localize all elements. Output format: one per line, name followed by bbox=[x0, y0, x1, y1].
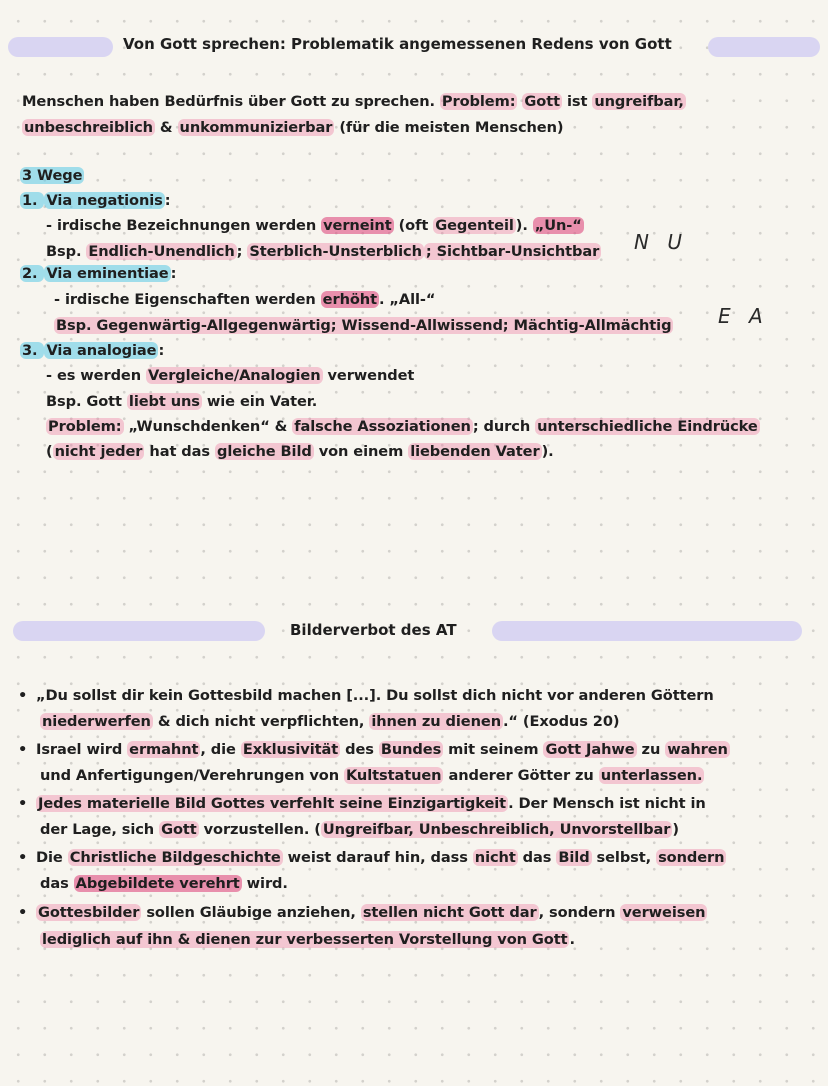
bullet-4-line-2: das Abgebildete verehrt wird. bbox=[40, 875, 288, 892]
bullet-dot: • bbox=[18, 687, 28, 704]
intro-line-1: Menschen haben Bedürfnis über Gott zu sprechen. Problem: Gott ist ungreifbar, bbox=[22, 93, 684, 110]
header2-pill-right bbox=[492, 621, 802, 641]
way-1-example: Bsp. Endlich-Unendlich ; Sterblich-Unsterblich ; Sichtbar-Unsichtbar bbox=[46, 243, 600, 260]
bullet-dot: • bbox=[18, 904, 28, 921]
header2-pill-left bbox=[13, 621, 265, 641]
way-3-problem: Problem: „Wunschdenken“ & falsche Assoziationen ; durch unterschiedliche Eindrücke bbox=[48, 418, 758, 435]
bullet-4-line-1: • Die Christliche Bildgeschichte weist darauf hin, dass nicht das Bild selbst, sondern bbox=[18, 845, 726, 871]
way-3-heading: 3. Via analogiae : bbox=[22, 342, 165, 359]
bullet-3-line-2: der Lage, sich Gott vorzustellen. ( Ungreifbar, Unbeschreiblich, Unvorstellbar ) bbox=[40, 821, 679, 838]
way-3-problem-cont: ( nicht jeder hat das gleiche Bild von einem liebenden Vater ). bbox=[46, 443, 554, 460]
bullet-1-line-2: niederwerfen & dich nicht verpflichten, ihnen zu dienen .“ (Exodus 20) bbox=[42, 713, 620, 730]
way-2-heading: 2. Via eminentiae : bbox=[22, 265, 177, 282]
bullet-3-line-1: • Jedes materielle Bild Gottes verfehlt seine Einzigartigkeit . Der Mensch ist nicht in bbox=[18, 791, 706, 817]
intro-line-2: unbeschreiblich & unkommunizierbar (für die meisten Menschen) bbox=[24, 119, 564, 136]
handwritten-note-nu: N U bbox=[634, 230, 688, 254]
way-2-example: Bsp. Gegenwärtig-Allgegenwärtig; Wissend-Allwissend; Mächtig-Allmächtig bbox=[56, 317, 672, 334]
bullet-5-line-1: • Gottesbilder sollen Gläubige anziehen, stellen nicht Gott dar , sondern verweisen bbox=[18, 900, 707, 926]
way-3-example: Bsp. Gott liebt uns wie ein Vater. bbox=[46, 393, 318, 410]
way-1-line: - irdische Bezeichnungen werden verneint (oft Gegenteil ). „Un-“ bbox=[46, 217, 582, 234]
bullet-dot: • bbox=[18, 849, 28, 866]
bullet-5-line-2: lediglich auf ihn & dienen zur verbesserten Vorstellung von Gott . bbox=[42, 931, 575, 948]
way-3-line: - es werden Vergleiche/Analogien verwendet bbox=[46, 367, 415, 384]
section-title: Von Gott sprechen: Problematik angemessenen Redens von Gott bbox=[123, 35, 672, 53]
bullet-2-line-1: • Israel wird ermahnt , die Exklusivität des Bundes mit seinem Gott Jahwe zu wahren bbox=[18, 737, 730, 763]
way-2-line: - irdische Eigenschaften werden erhöht . „All-“ bbox=[54, 291, 436, 308]
bullet-dot: • bbox=[18, 795, 28, 812]
bullet-1-line-1: • „Du sollst dir kein Gottesbild machen [...]. Du sollst dich nicht vor anderen Göttern bbox=[18, 683, 714, 709]
wege-label: 3 Wege bbox=[22, 167, 83, 184]
bullet-dot: • bbox=[18, 741, 28, 758]
section2-title: Bilderverbot des AT bbox=[290, 621, 457, 639]
header-pill-left bbox=[8, 37, 113, 57]
bullet-2-line-2: und Anfertigungen/Verehrungen von Kultstatuen anderer Götter zu unterlassen. bbox=[40, 767, 703, 784]
header-pill-right bbox=[708, 37, 820, 57]
handwritten-note-ea: E A bbox=[718, 304, 769, 328]
way-1-heading: 1. Via negationis : bbox=[22, 192, 171, 209]
